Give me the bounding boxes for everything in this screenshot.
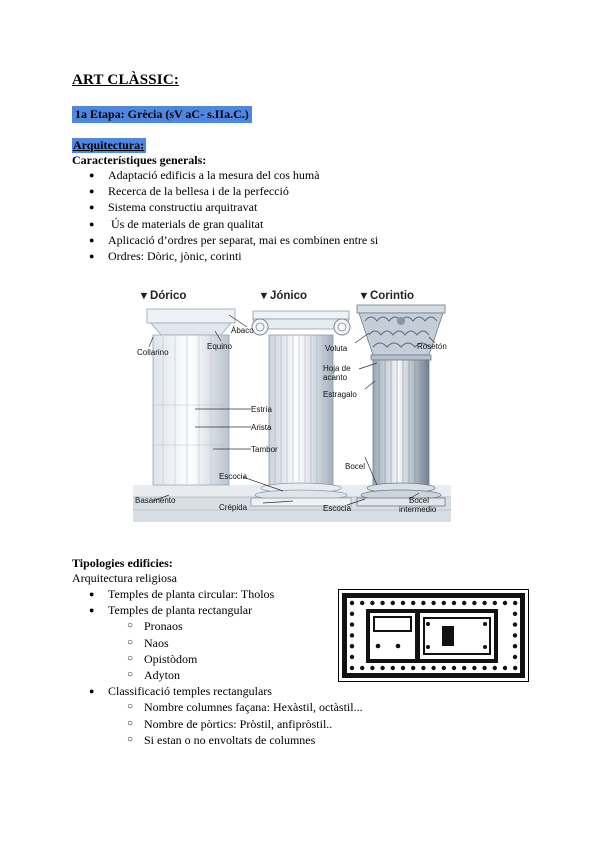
label-voluta: Voluta bbox=[325, 344, 348, 353]
column-dot bbox=[452, 601, 456, 605]
column-dot bbox=[513, 601, 517, 605]
column-dot bbox=[431, 666, 435, 670]
column-dot bbox=[401, 666, 405, 670]
bullet-icon: ● bbox=[89, 251, 95, 262]
column-dot bbox=[513, 655, 517, 659]
list-item bbox=[72, 183, 378, 199]
list-item-text: Opistòdom bbox=[144, 651, 198, 666]
column-dot bbox=[493, 666, 497, 670]
general-characteristics-heading: Característiques generals: bbox=[72, 153, 207, 167]
label-roseton: Rosetón bbox=[417, 342, 447, 351]
bullet-icon: ● bbox=[89, 218, 95, 229]
column-dot bbox=[380, 666, 384, 670]
sub-bullet-icon: ○ bbox=[127, 701, 134, 713]
list-subitem bbox=[72, 651, 363, 667]
list-item-text: Si estan o no envoltats de columnes bbox=[144, 732, 316, 747]
label-crepida: Crépida bbox=[219, 503, 248, 512]
typologies-heading: Tipologies edificies: bbox=[72, 556, 173, 570]
column-dot bbox=[503, 666, 507, 670]
column-dot bbox=[503, 601, 507, 605]
list-item-text: Adaptació edificis a la mesura del cos humà bbox=[108, 168, 320, 182]
sub-bullet-icon: ○ bbox=[127, 620, 134, 632]
sub-bullet-icon: ○ bbox=[127, 652, 134, 664]
label-escocia-b: Escocia bbox=[323, 504, 352, 513]
list-item-text: Sistema constructiu arquitravat bbox=[108, 200, 258, 215]
page-title: ART CLÀSSIC: bbox=[72, 72, 180, 88]
list-item bbox=[72, 248, 378, 264]
classical-orders-figure bbox=[133, 285, 451, 522]
column-dot bbox=[462, 666, 466, 670]
column-dot bbox=[452, 666, 456, 670]
list-item-text: Adyton bbox=[144, 668, 180, 683]
list-item bbox=[72, 602, 363, 618]
column-dot bbox=[391, 601, 395, 605]
column-dot bbox=[360, 666, 364, 670]
list-item-text: Temples de planta circular: Tholos bbox=[108, 587, 275, 601]
religious-architecture-label: Arquitectura religiosa bbox=[72, 571, 177, 585]
label-bocel-int-2: intermedio bbox=[399, 505, 437, 514]
bullet-icon: ● bbox=[89, 186, 95, 197]
list-subitem bbox=[72, 716, 363, 732]
label-tambor: Tambor bbox=[251, 445, 278, 454]
column-dot bbox=[513, 644, 517, 648]
column-dot bbox=[513, 666, 517, 670]
doric-header: ▾ Dórico bbox=[141, 290, 187, 302]
list-item bbox=[72, 216, 378, 232]
column-dot bbox=[350, 612, 354, 616]
list-subitem bbox=[72, 699, 363, 715]
corinthian-header: ▾ Corintio bbox=[361, 290, 415, 302]
column-dot bbox=[350, 644, 354, 648]
sub-bullet-icon: ○ bbox=[127, 669, 134, 681]
list-subitem bbox=[72, 618, 363, 634]
column-dot bbox=[350, 622, 354, 626]
bullet-icon: ● bbox=[89, 686, 95, 697]
list-subitem bbox=[72, 667, 363, 683]
list-item bbox=[72, 586, 363, 602]
label-equino: Equino bbox=[207, 342, 232, 351]
column-dot bbox=[513, 633, 517, 637]
list-item-text: Temples de planta rectangular bbox=[108, 603, 253, 618]
column-dot bbox=[350, 633, 354, 637]
column-dot bbox=[350, 666, 354, 670]
label-hoja-1: Hoja de bbox=[323, 364, 351, 373]
column-dot bbox=[442, 601, 446, 605]
sub-bullet-icon: ○ bbox=[127, 733, 134, 745]
stage-heading: 1a Etapa: Grècia (sV aC- s.IIa.C.) bbox=[72, 106, 252, 123]
column-dot bbox=[380, 601, 384, 605]
label-estria: Estría bbox=[251, 405, 272, 414]
bullet-icon: ● bbox=[89, 605, 95, 616]
label-collarino: Collarino bbox=[137, 348, 169, 357]
list-item-text: Naos bbox=[144, 635, 169, 650]
typologies-list bbox=[72, 586, 363, 748]
column-dot bbox=[442, 666, 446, 670]
column-dot bbox=[401, 601, 405, 605]
bullet-icon: ● bbox=[89, 234, 95, 245]
column-dot bbox=[431, 601, 435, 605]
doric-column bbox=[147, 309, 235, 485]
column-dot bbox=[513, 612, 517, 616]
bullet-icon: ● bbox=[89, 170, 95, 180]
list-item-text: Aplicació d’ordres per separat, mai es combinen entre si bbox=[108, 232, 379, 247]
label-bocel-int-1: Bocel bbox=[409, 496, 430, 505]
list-item bbox=[72, 167, 378, 183]
label-basamento: Basamento bbox=[135, 496, 176, 505]
label-escocia-a: Escocia bbox=[219, 472, 248, 481]
list-item bbox=[72, 232, 378, 248]
label-bocel: Bocel bbox=[345, 462, 366, 471]
column-dot bbox=[411, 601, 415, 605]
label-hoja-2: acanto bbox=[323, 373, 348, 382]
list-subitem bbox=[72, 635, 363, 651]
list-subitem bbox=[72, 732, 363, 748]
label-abaco: Ábaco bbox=[231, 326, 254, 335]
list-item-text: Ús de materials de gran qualitat bbox=[108, 216, 264, 231]
column-dot bbox=[421, 601, 425, 605]
column-dot bbox=[513, 622, 517, 626]
architecture-heading: Arquitectura: bbox=[73, 138, 145, 152]
column-dot bbox=[350, 601, 354, 605]
bullet-icon: ● bbox=[89, 202, 95, 213]
column-dot bbox=[350, 655, 354, 659]
list-item-text: Recerca de la bellesa i de la perfecció bbox=[108, 184, 289, 199]
column-dot bbox=[370, 666, 374, 670]
column-dot bbox=[472, 601, 476, 605]
list-item bbox=[72, 199, 378, 215]
ionic-header: ▾ Jónico bbox=[261, 290, 308, 302]
temple-floor-plan bbox=[338, 589, 529, 682]
column-dot bbox=[482, 666, 486, 670]
bullet-icon: ● bbox=[89, 589, 95, 599]
column-dot bbox=[472, 666, 476, 670]
column-dot bbox=[360, 601, 364, 605]
list-item-text: Pronaos bbox=[144, 619, 183, 634]
list-item-text: Ordres: Dòric, jònic, corinti bbox=[108, 249, 242, 264]
column-dot bbox=[370, 601, 374, 605]
column-dot bbox=[482, 601, 486, 605]
label-arista: Arista bbox=[251, 423, 272, 432]
sub-bullet-icon: ○ bbox=[127, 636, 134, 648]
column-dot bbox=[411, 666, 415, 670]
list-item-text: Nombre de pòrtics: Pròstil, anfipròstil.. bbox=[144, 716, 333, 731]
list-item bbox=[72, 683, 363, 699]
general-characteristics-list bbox=[72, 167, 378, 264]
column-dot bbox=[493, 601, 497, 605]
list-item-text: Nombre columnes façana: Hexàstil, octàstil... bbox=[144, 700, 363, 715]
list-item-text: Classificació temples rectangulars bbox=[108, 684, 272, 699]
column-dot bbox=[462, 601, 466, 605]
label-estragalo: Estragalo bbox=[323, 390, 357, 399]
sub-bullet-icon: ○ bbox=[127, 717, 134, 729]
column-dot bbox=[391, 666, 395, 670]
column-dot bbox=[421, 666, 425, 670]
